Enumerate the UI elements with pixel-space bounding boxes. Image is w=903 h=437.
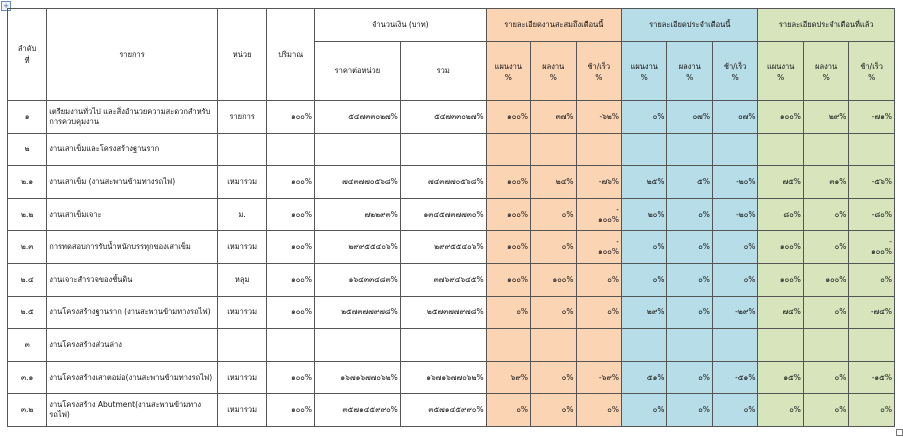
row-mon-planned: ๐% [622,101,667,134]
row-cum-diff: -๖๒% [576,101,622,134]
row-mon-actual [667,133,712,166]
row-unit-price [315,133,401,166]
row-cum-planned: ๑๐๐% [486,263,530,296]
row-quantity [267,329,315,362]
table-row [8,101,895,134]
row-total: ๕๔๗๓๓๐๒๗% [400,101,486,134]
row-item: งานโครงสร้างเสาตอม่อ(งานสะพานข้ามทางรถไฟ) [47,361,218,394]
header-unit: หน่วย [217,9,267,101]
header-cum-planned: แผนงาน % [486,42,530,101]
row-number: ๑ [8,101,47,134]
row-total: ๒๙๙๕๕๔๐๖% [400,231,486,264]
row-last-diff: ๐% [849,394,895,427]
row-last-planned: ๗๕% [758,166,803,199]
row-cum-diff: - ๑๐๐% [576,198,622,231]
row-last-planned [758,329,803,362]
row-mon-planned: ๕๑% [622,361,667,394]
row-number: ๓.๑ [8,361,47,394]
header-cum-actual: ผลงาน % [531,42,576,101]
row-last-diff [849,133,895,166]
row-mon-actual: ๕% [667,166,712,199]
row-last-planned: ๑๐๐% [758,101,803,134]
table-row [8,231,895,264]
header-mon-diff: ช้า/เร็ว % [712,42,758,101]
row-unit: เหมารวม [217,231,267,264]
row-mon-planned: ๒๐% [622,198,667,231]
row-unit-price: ๑๖๗๑๖๗๗๐๖๒% [315,361,401,394]
header-total: รวม [400,42,486,101]
row-mon-planned: ๒๙% [622,296,667,329]
row-last-actual [803,133,848,166]
row-mon-diff [712,133,758,166]
row-unit-price: ๒๙๙๕๕๔๐๖% [315,231,401,264]
row-last-actual: ๐% [803,296,848,329]
row-unit-price [315,329,401,362]
row-mon-diff: ๐% [712,263,758,296]
row-mon-actual: ๐% [667,231,712,264]
row-quantity: ๑๐๐% [267,198,315,231]
row-unit: เหมารวม [217,394,267,427]
row-last-actual: ๓๑% [803,166,848,199]
row-mon-diff: -๒๙% [712,296,758,329]
header-cum-diff: ช้า/เร็ว % [576,42,622,101]
row-quantity: ๑๐๐% [267,101,315,134]
row-last-actual: ๐% [803,198,848,231]
row-cum-diff: -๗๖% [576,166,622,199]
table-row [8,329,895,362]
row-item: งานเสาเข็มและโครงสร้างฐานราก [47,133,218,166]
row-total [400,329,486,362]
row-cum-actual [531,329,576,362]
header-item: รายการ [47,9,218,101]
row-last-diff [849,329,895,362]
row-cum-diff [576,329,622,362]
row-unit: รายการ [217,101,267,134]
header-last-month-group: รายละเอียดประจำเดือนที่แล้ว [758,9,895,42]
row-total [400,133,486,166]
row-unit-price: ๗๔๓๗๗๐๕๖๘% [315,166,401,199]
row-unit: เหมารวม [217,361,267,394]
row-mon-diff: -๕๑% [712,361,758,394]
row-number: ๓ [8,329,47,362]
row-mon-planned [622,329,667,362]
header-unit-price: ราคาต่อหน่วย [315,42,401,101]
row-cum-diff [576,133,622,166]
row-cum-diff: ๐% [576,394,622,427]
row-mon-actual: ๐% [667,394,712,427]
row-last-diff: -๑๕% [849,361,895,394]
row-unit: เหมารวม [217,296,267,329]
row-quantity: ๑๐๐% [267,263,315,296]
row-mon-actual [667,329,712,362]
row-number: ๒.๓ [8,231,47,264]
row-total: ๓๕๗๑๔๕๙๙๐% [400,394,486,427]
row-cum-actual: ๐% [531,198,576,231]
row-mon-actual: ๐% [667,296,712,329]
row-cum-actual: ๐% [531,296,576,329]
row-last-planned: ๑๐๐% [758,263,803,296]
row-quantity: ๑๐๐% [267,166,315,199]
table-row [8,361,895,394]
row-last-actual: ๐% [803,394,848,427]
row-last-actual: ๑๐๐% [803,263,848,296]
row-cum-planned [486,329,530,362]
row-number: ๒.๔ [8,263,47,296]
row-quantity: ๑๐๐% [267,361,315,394]
row-mon-planned: ๒๕% [622,166,667,199]
row-cum-planned: ๑๐๐% [486,166,530,199]
row-cum-actual: ๐% [531,361,576,394]
row-total: ๑๖๗๑๖๗๗๐๖๒% [400,361,486,394]
row-item: เตรียมงานทั่วไป และสิ่งอำนวยความสะดวกสำหรับการควบคุมงาน [47,101,218,134]
row-last-actual: ๐% [803,231,848,264]
row-item: งานโครงสร้างฐานราก (งานสะพานข้ามทางรถไฟ) [47,296,218,329]
row-item: งานเจาะสำรวจของชั้นดิน [47,263,218,296]
row-total: ๗๔๓๗๗๐๕๖๘% [400,166,486,199]
row-last-actual [803,329,848,362]
row-unit [217,133,267,166]
header-mon-actual: ผลงาน % [667,42,712,101]
row-unit-price: ๒๕๗๓๗๗๙๗๘% [315,296,401,329]
row-last-planned: ๗๔% [758,296,803,329]
row-number: ๓.๒ [8,394,47,427]
row-last-actual: ๐% [803,361,848,394]
row-last-actual: ๒๙% [803,101,848,134]
row-cum-actual [531,133,576,166]
row-last-planned [758,133,803,166]
row-cum-planned: ๑๐๐% [486,101,530,134]
row-mon-diff [712,329,758,362]
row-last-planned: ๑๕% [758,361,803,394]
row-last-planned: ๘๐% [758,198,803,231]
header-monthly-group: รายละเอียดประจำเดือนนี้ [622,9,758,42]
row-cum-diff: - ๑๐๐% [576,231,622,264]
row-unit: ม. [217,198,267,231]
row-quantity: ๑๐๐% [267,231,315,264]
row-cum-diff: -๖๙% [576,361,622,394]
table-row [8,166,895,199]
row-cum-planned: ๖๙% [486,361,530,394]
row-mon-actual: ๐๗% [667,101,712,134]
row-cum-actual: ๐% [531,394,576,427]
header-cumulative-group: รายละเอียดงานสะสมถึงเดือนนี้ [486,9,621,42]
row-unit-price: ๓๕๗๑๔๕๙๙๐% [315,394,401,427]
row-cum-diff: ๐% [576,263,622,296]
row-mon-planned: ๐% [622,231,667,264]
row-item: งานเสาเข็มเจาะ [47,198,218,231]
row-mon-actual: ๐% [667,263,712,296]
row-last-diff: -๗๑% [849,101,895,134]
row-unit-price: ๑๖๔๓๓๔๘๓% [315,263,401,296]
header-last-planned: แผนงาน % [758,42,803,101]
row-cum-planned: ๑๐๐% [486,231,530,264]
table-row [8,394,895,427]
header-last-diff: ช้า/เร็ว % [849,42,895,101]
row-cum-actual: ๓๗% [531,101,576,134]
row-last-diff: -๕๖% [849,166,895,199]
row-item: งานโครงสร้าง Abutment(งานสะพานข้ามทางรถไฟ) [47,394,218,427]
row-cum-actual: ๐% [531,231,576,264]
row-number: ๒.๒ [8,198,47,231]
row-mon-diff: ๐๗% [712,101,758,134]
row-unit-price: ๕๔๗๓๓๐๒๗% [315,101,401,134]
row-cum-actual: ๑๐๐% [531,263,576,296]
header-amount-group: จำนวนเงิน (บาท) [315,9,487,42]
row-unit: หลุม [217,263,267,296]
row-mon-diff: ๐% [712,231,758,264]
table-row [8,198,895,231]
row-cum-actual: ๒๔% [531,166,576,199]
row-quantity: ๑๐๐% [267,296,315,329]
row-mon-planned: ๐% [622,263,667,296]
table-row [8,263,895,296]
row-mon-planned [622,133,667,166]
table-row [8,133,895,166]
row-item: งานโครงสร้างส่วนล่าง [47,329,218,362]
row-quantity: ๑๐๐% [267,394,315,427]
row-quantity [267,133,315,166]
table-row [8,296,895,329]
row-mon-actual: ๐% [667,198,712,231]
row-last-diff: -๘๐% [849,198,895,231]
row-number: ๒.๕ [8,296,47,329]
header-last-actual: ผลงาน % [803,42,848,101]
row-number: ๒ [8,133,47,166]
row-total: ๒๕๗๓๗๗๙๗๘% [400,296,486,329]
row-last-planned: ๐% [758,394,803,427]
row-mon-diff: -๒๐% [712,166,758,199]
row-mon-planned: ๐% [622,394,667,427]
row-item: การทดสอบการรับน้ำหนักบรรทุกของเสาเข็ม [47,231,218,264]
row-unit: เหมารวม [217,166,267,199]
row-mon-diff: ๐% [712,394,758,427]
row-number: ๒.๑ [8,166,47,199]
row-cum-planned: ๐% [486,394,530,427]
row-last-diff: -๗๔% [849,296,895,329]
row-last-diff: - ๑๐๐% [849,231,895,264]
progress-report-table [7,8,895,427]
row-total: ๑๓๔๕๗๓๗๗๓๐% [400,198,486,231]
header-order: ลำดับ ที่ [8,9,47,101]
row-cum-planned [486,133,530,166]
row-mon-diff: -๒๐% [712,198,758,231]
row-unit-price: ๗๒๒๙๓% [315,198,401,231]
row-last-planned: ๑๐๐% [758,231,803,264]
table-resize-handle-icon[interactable] [896,429,903,436]
row-last-diff: ๐% [849,263,895,296]
row-mon-actual: ๐% [667,361,712,394]
row-item: งานเสาเข็ม (งานสะพานข้ามทางรถไฟ) [47,166,218,199]
row-cum-planned: ๑๐๐% [486,198,530,231]
row-unit [217,329,267,362]
header-quantity: ปริมาณ [267,9,315,101]
row-total: ๓๗๖๙๔๖๔๕% [400,263,486,296]
table-move-handle-icon[interactable]: + [1,1,11,11]
row-cum-diff: ๐% [576,296,622,329]
row-cum-planned: ๐% [486,296,530,329]
header-mon-planned: แผนงาน % [622,42,667,101]
